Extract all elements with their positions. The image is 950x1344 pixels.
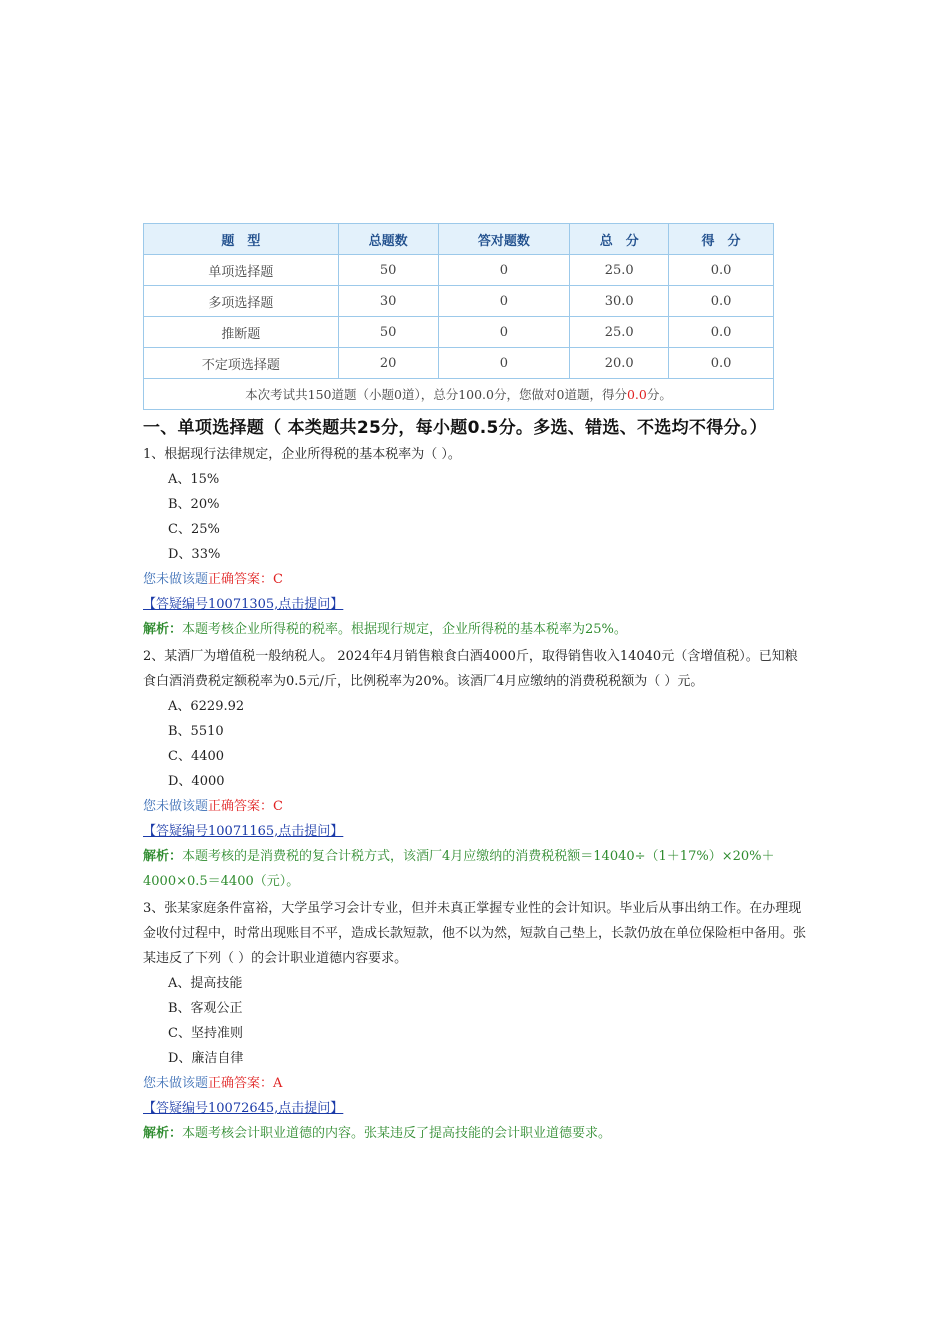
table-row: [144, 348, 774, 379]
header-total-points: 总 分: [570, 224, 669, 255]
header-total-count: 总题数: [338, 224, 438, 255]
cell-points: 25.0: [570, 255, 669, 286]
not-done-label: 您未做该题: [143, 799, 209, 814]
analysis-text: 本题考核会计职业道德的内容。张某违反了提高技能的会计职业道德要求。: [182, 1126, 612, 1141]
table-total-row: [144, 379, 774, 410]
cell-correct: 0: [438, 317, 570, 348]
total-summary: [144, 379, 774, 410]
score-summary-table: [143, 223, 774, 410]
cell-points: 20.0: [570, 348, 669, 379]
correct-answer-value: C: [273, 799, 283, 814]
option-a[interactable]: A、15%: [168, 472, 220, 487]
answer-status: [143, 794, 808, 819]
option-c[interactable]: C、25%: [168, 522, 220, 537]
total-score-value: 0.0: [626, 387, 647, 402]
cell-total: 20: [338, 348, 438, 379]
question-2: [143, 644, 808, 894]
header-score: 得 分: [669, 224, 774, 255]
section-heading: 一、单项选择题（ 本类题共25分，每小题0.5分。多选、错选、不选均不得分。）: [143, 418, 767, 438]
total-summary-suffix: 分。: [646, 387, 672, 402]
cell-correct: 0: [438, 286, 570, 317]
cell-type: 推断题: [144, 317, 339, 348]
analysis: [143, 1121, 808, 1146]
not-done-label: 您未做该题: [143, 572, 209, 587]
question-3: [143, 896, 808, 1146]
header-question-type: 题 型: [144, 224, 339, 255]
ask-question-link[interactable]: 【答疑编号10071165,点击提问】: [143, 824, 344, 839]
total-summary-text: 本次考试共150道题（小题0道），总分100.0分，您做对0道题，得分: [245, 387, 627, 402]
cell-points: 25.0: [570, 317, 669, 348]
table-row: [144, 286, 774, 317]
table-row: [144, 255, 774, 286]
cell-total: 50: [338, 317, 438, 348]
cell-total: 50: [338, 255, 438, 286]
cell-type: 多项选择题: [144, 286, 339, 317]
question-1: [143, 442, 808, 642]
analysis-label: 解析：: [143, 622, 183, 637]
option-d[interactable]: D、4000: [168, 774, 225, 789]
analysis-text: 本题考核企业所得税的税率。根据现行规定，企业所得税的基本税率为25%。: [182, 622, 627, 637]
option-b[interactable]: B、5510: [168, 724, 224, 739]
cell-score: 0.0: [669, 286, 774, 317]
correct-answer-value: A: [273, 1076, 283, 1091]
ask-question-link[interactable]: 【答疑编号10071305,点击提问】: [143, 597, 344, 612]
table-header-row: [144, 224, 774, 255]
correct-answer-label: 正确答案：: [208, 1076, 274, 1091]
analysis-label: 解析：: [143, 849, 183, 864]
question-stem: 1、根据现行法律规定，企业所得税的基本税率为（ ）。: [143, 447, 461, 462]
cell-score: 0.0: [669, 317, 774, 348]
cell-total: 30: [338, 286, 438, 317]
option-c[interactable]: C、4400: [168, 749, 225, 764]
option-d[interactable]: D、33%: [168, 547, 221, 562]
cell-type: 单项选择题: [144, 255, 339, 286]
not-done-label: 您未做该题: [143, 1076, 209, 1091]
correct-answer-value: C: [273, 572, 283, 587]
analysis-text: 本题考核的是消费税的复合计税方式，该酒厂4月应缴纳的消费税税额＝14040÷（1＋17%）×20%＋4000×0.5＝4400（元）。: [143, 849, 775, 889]
cell-correct: 0: [438, 255, 570, 286]
option-c[interactable]: C、坚持准则: [168, 1026, 243, 1041]
cell-type: 不定项选择题: [144, 348, 339, 379]
cell-points: 30.0: [570, 286, 669, 317]
option-b[interactable]: B、客观公正: [168, 1001, 243, 1016]
correct-answer-label: 正确答案：: [208, 572, 274, 587]
ask-question-link[interactable]: 【答疑编号10072645,点击提问】: [143, 1101, 344, 1116]
cell-score: 0.0: [669, 348, 774, 379]
cell-score: 0.0: [669, 255, 774, 286]
option-d[interactable]: D、廉洁自律: [168, 1051, 244, 1066]
table-row: [144, 317, 774, 348]
cell-correct: 0: [438, 348, 570, 379]
header-correct-count: 答对题数: [438, 224, 570, 255]
analysis-label: 解析：: [143, 1126, 183, 1141]
exam-page: [143, 223, 808, 1146]
option-a[interactable]: A、提高技能: [168, 976, 243, 991]
question-stem: 2、某酒厂为增值税一般纳税人。 2024年4月销售粮食白酒4000斤，取得销售收入14040元（含增值税）。已知粮食白酒消费税定额税率为0.5元/斤，比例税率为20%。该酒厂4月应缴纳的消费税税额为（ ）元。: [143, 649, 798, 689]
question-stem: 3、张某家庭条件富裕，大学虽学习会计专业，但并未真正掌握专业性的会计知识。毕业后从事出纳工作。在办理现金收付过程中，时常出现账目不平，造成长款短款，他不以为然，短款自己垫上，长款仍放在单位保险柜中备用。张某违反了下列（ ）的会计职业道德内容要求。: [143, 901, 807, 966]
analysis: [143, 617, 808, 642]
answer-status: [143, 567, 808, 592]
correct-answer-label: 正确答案：: [208, 799, 274, 814]
answer-status: [143, 1071, 808, 1096]
option-a[interactable]: A、6229.92: [168, 699, 245, 714]
analysis: [143, 844, 808, 894]
option-b[interactable]: B、20%: [168, 497, 220, 512]
